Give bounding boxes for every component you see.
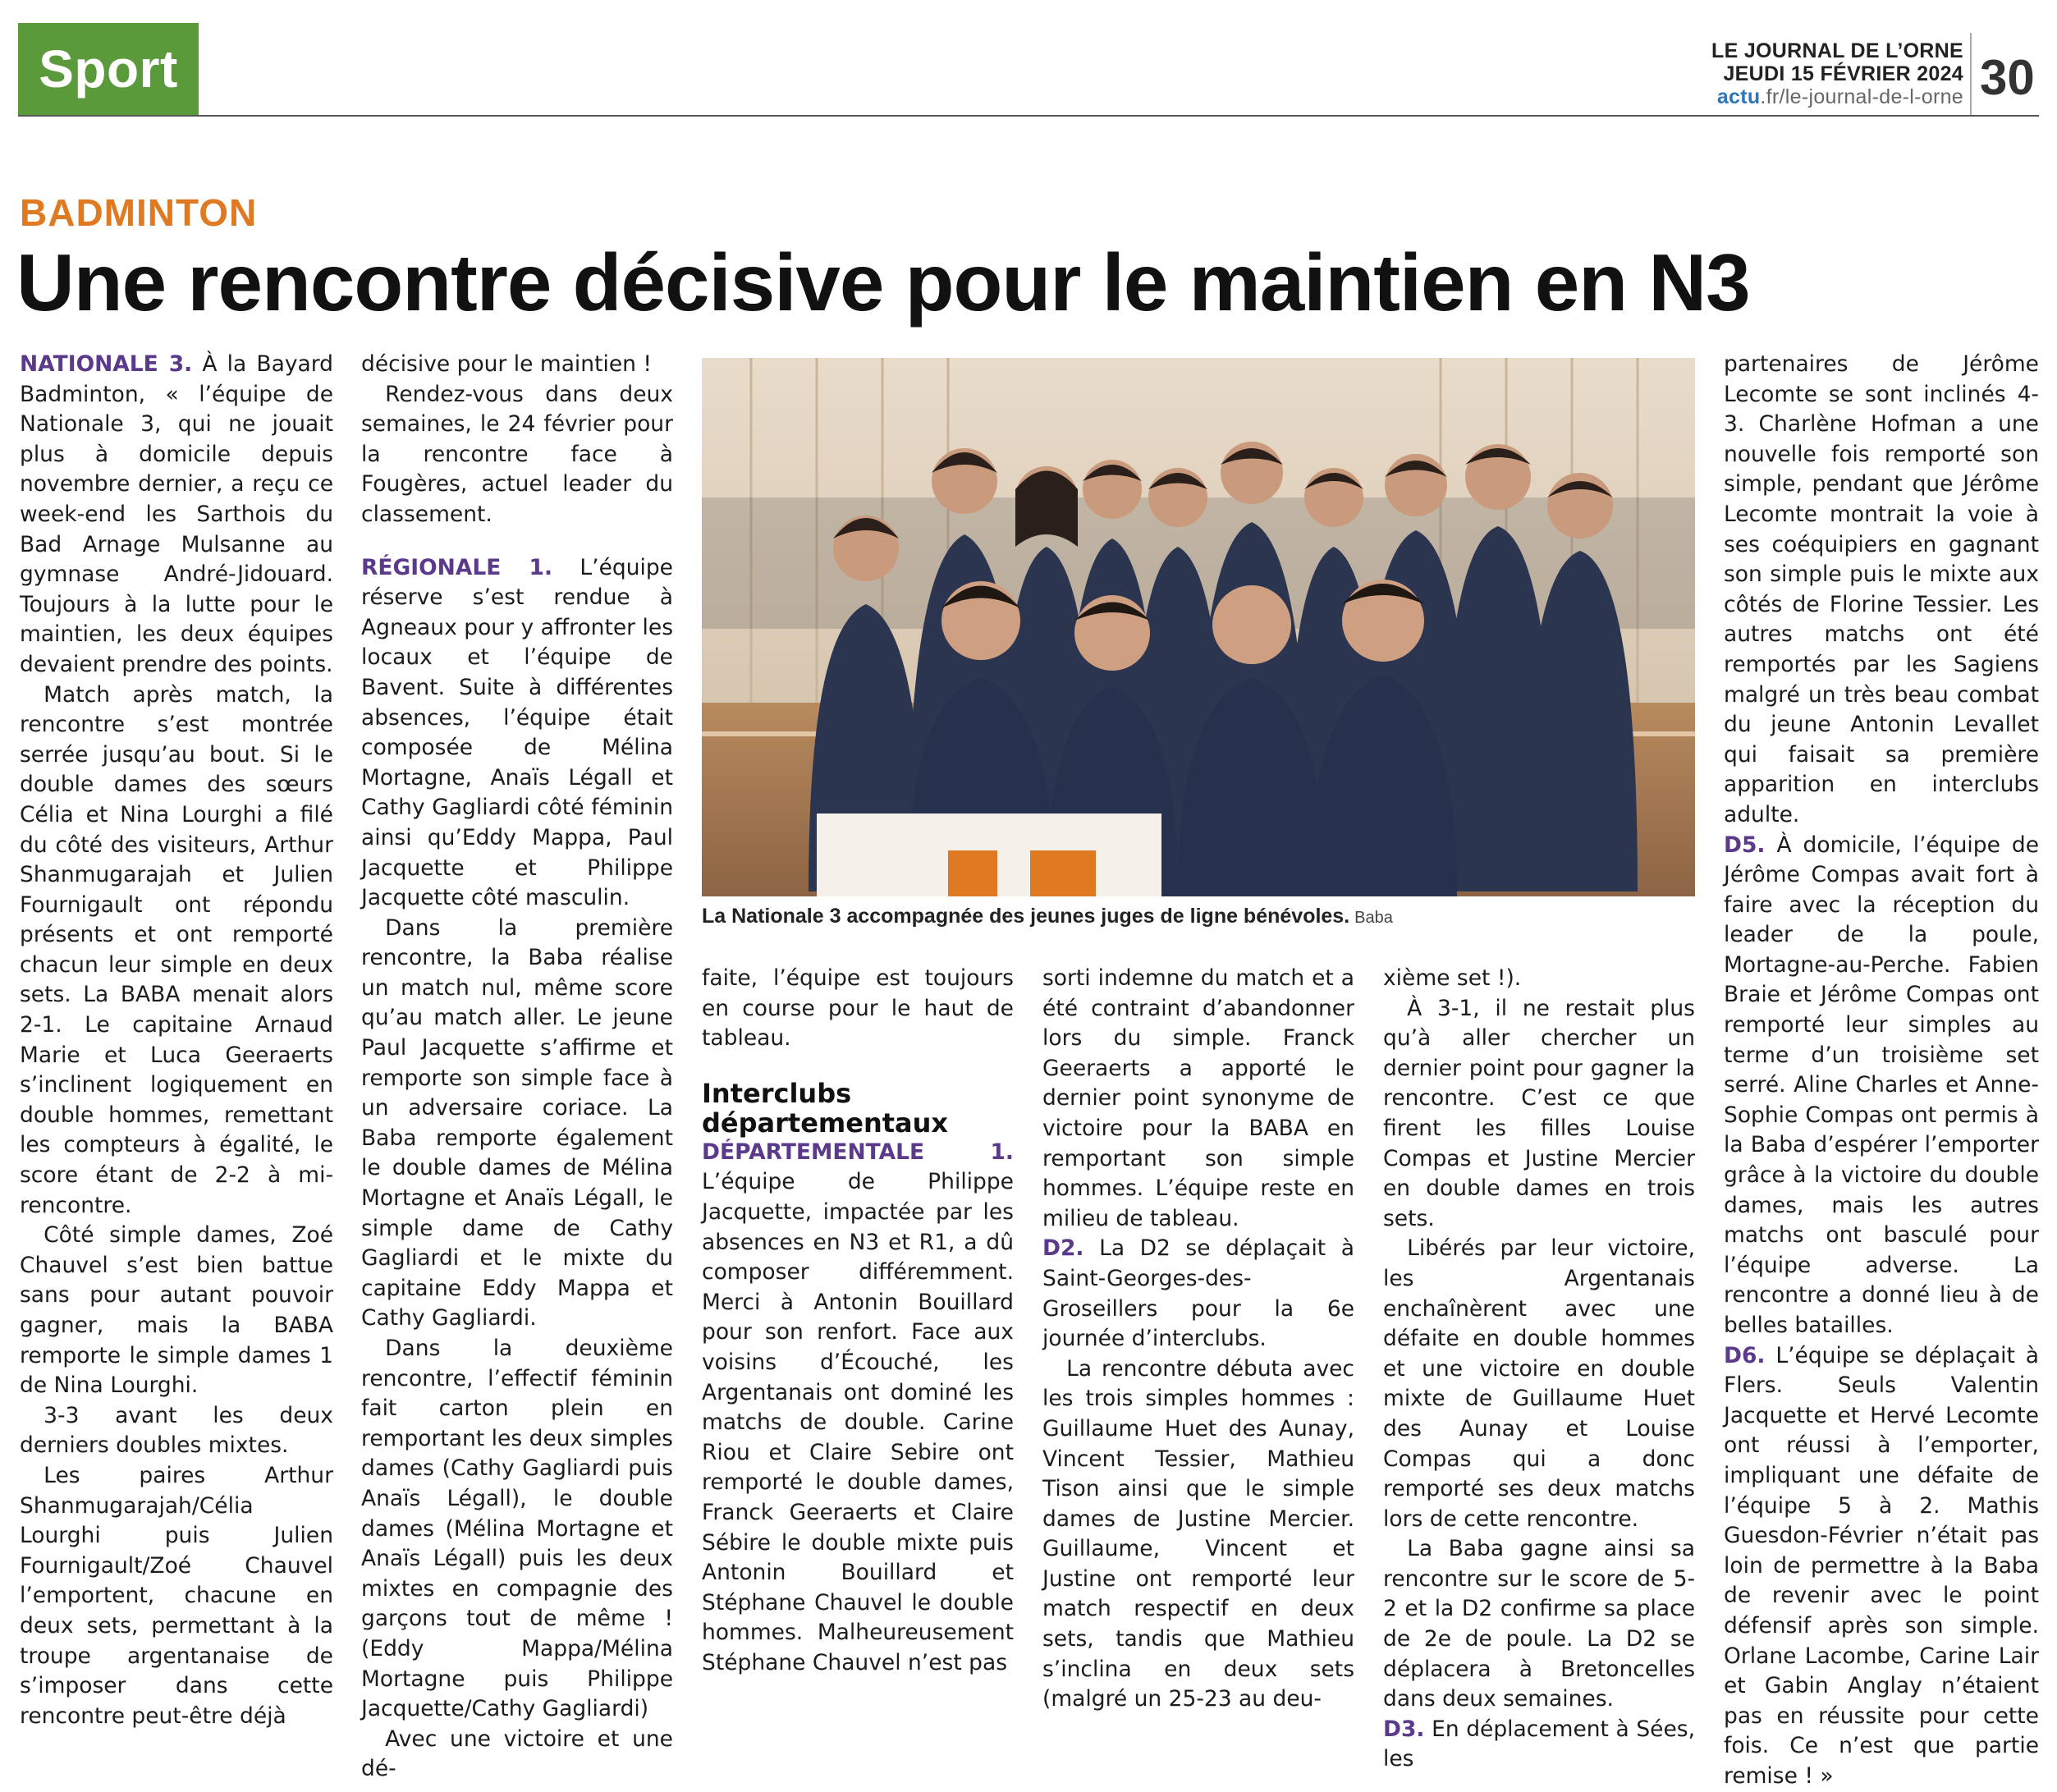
paragraph: décisive pour le maintien ! <box>361 351 652 377</box>
url-path: .fr/le-journal-de-l-orne <box>1760 85 1963 108</box>
paragraph-lead: D3. <box>1383 1716 1425 1742</box>
paragraph: Les paires Arthur Shanmugarajah/Célia Lourghi puis Julien Fournigault/Zoé Chauvel l’emportent, chacune en deux sets, permettant à la troupe argentanaise de s’imposer dans cette rencontre peut-être déjà <box>20 1462 333 1729</box>
article-kicker: BADMINTON <box>20 191 258 234</box>
page-number: 30 <box>1980 50 2035 105</box>
paragraph: La rencontre débuta avec les trois simples hommes : Guillaume Huet des Aunay, Vincent Tessier, Mathieu Tison ainsi que le simple dames de Justine Mercier. Guillaume, Vincent et Justine ont remporté leur match respectif en deux sets, tandis que Mathieu s’inclina en deux sets (malgré un 25-23 au deu- <box>1042 1355 1354 1712</box>
paragraph: 3-3 avant les deux derniers doubles mixtes. <box>20 1402 333 1459</box>
paragraph-lead: RÉGIONALE 1. <box>361 554 553 580</box>
text-column-4 <box>1042 964 1354 1715</box>
section-label: Sport <box>39 39 178 99</box>
paragraph-text: L’équipe de Philippe Jacquette, impactée par les absences en N3 et R1, a dû composer différemment. Merci à Antonin Bouillard pour son renfort. Face aux voisins d’Écouché, les Argentanais ont dominé les matchs de double. Carine Riou et Claire Sebire ont remporté le double dames, Franck Geeraerts et Claire Sébire le double mixte puis Antonin Bouillard et Stéphane Chauvel le double hommes. Malheureusement Stéphane Chauvel n’est pas <box>702 1169 1014 1675</box>
paragraph-text: En déplacement à Sées, les <box>1383 1716 1695 1772</box>
paragraph <box>361 553 673 914</box>
paragraph: xième set !). <box>1383 965 1522 991</box>
paragraph: La Baba gagne ainsi sa rencontre sur le score de 5-2 et la D2 confirme sa place de 2e de poule. La D2 se déplacera à Bretoncelles dans deux semaines. <box>1383 1536 1695 1712</box>
paragraph: Dans la première rencontre, la Baba réalise un match nul, même score qu’au match aller. Le jeune Paul Jacquette s’affirme et remporte son simple face à un adversaire coriace. La Baba remporte également le double dames de Mélina Mortagne et Anaïs Légall, le simple dame de Cathy Gagliardi et le mixte du capitaine Eddy Mappa et Cathy Gagliardi. <box>361 914 673 1331</box>
paragraph: Avec une victoire et une dé- <box>361 1726 673 1782</box>
paragraph <box>702 1138 1014 1679</box>
paragraph: Côté simple dames, Zoé Chauvel s’est bien battue sans pour autant pouvoir gagner, mais la BABA remporte le simple dames 1 de Nina Lourghi. <box>20 1222 333 1399</box>
paragraph-text: À la Bayard Badminton, « l’équipe de Nationale 3, qui ne jouait plus à domicile depuis novembre dernier, a reçu ce week-end les Sarthois du Bad Arnage Mulsanne au gymnase André-Jidouard. Toujours à la lutte pour le maintien, les deux équipes devaient prendre des points. <box>20 351 333 677</box>
paragraph-text: La D2 se déplaçait à Saint-Georges-des-Groseillers pour la 6e journée d’interclubs. <box>1042 1235 1354 1352</box>
paragraph-lead: D2. <box>1042 1235 1084 1262</box>
paragraph-lead: DÉPARTEMENTALE 1. <box>702 1139 1014 1165</box>
website-link[interactable] <box>1711 85 1963 108</box>
issue-date: JEUDI 15 FÉVRIER 2024 <box>1723 62 1963 85</box>
paragraph-text: À domicile, l’équipe de Jérôme Compas avait fort à faire avec la réception du leader de la poule, Mortagne-au-Perche. Fabien Braie et Jérôme Compas ont remporté leur simples au terme d’un troisième set serré. Aline Charles et Anne-Sophie Compas ont permis à la Baba d’espérer l’emporter grâce à la victoire du double dames, mais les autres matchs ont basculé pour l’équipe adverse. La rencontre a donné lieu à de belles batailles. <box>1724 832 2039 1338</box>
paper-name: LE JOURNAL DE L’ORNE <box>1711 39 1963 62</box>
page-number-divider <box>1970 33 1972 115</box>
header-rule <box>18 115 2039 117</box>
text-column-5 <box>1383 964 1695 1775</box>
text-column-2 <box>361 350 673 1785</box>
paragraph: partenaires de Jérôme Lecomte se sont inclinés 4-3. Charlène Hofman a une nouvelle fois remporté son simple, pendant que Jérôme Lecomte montrait la voie à ses coéquipiers en gagnant son simple puis le mixte aux côtés de Florine Tessier. Les autres matchs ont été remportés par les Sagiens malgré un très beau combat du jeune Antonin Levallet qui faisait sa première apparition en interclubs adulte. <box>1724 351 2039 827</box>
team-photo-illustration <box>702 358 1695 896</box>
paragraph <box>1042 1234 1354 1354</box>
paragraph-lead: D6. <box>1724 1342 1766 1368</box>
text-column-6 <box>1724 350 2039 1792</box>
paragraph <box>1724 1341 2039 1792</box>
paragraph: faite, l’équipe est toujours en course pour le haut de tableau. <box>702 965 1014 1052</box>
photo-credit: Baba <box>1354 909 1393 927</box>
paragraph: Rendez-vous dans deux semaines, le 24 février pour la rencontre face à Fougères, actuel leader du classement. <box>361 381 673 527</box>
paragraph: sorti indemne du match et a été contraint d’abandonner lors du simple. Franck Geeraerts a apporté le dernier point synonyme de victoire pour la BABA en remportant son simple hommes. L’équipe reste en milieu de tableau. <box>1042 965 1354 1231</box>
paragraph <box>1724 831 2039 1341</box>
paragraph: Dans la deuxième rencontre, l’effectif féminin fait carton plein en remportant les deux simples dames (Cathy Gagliardi puis Anaïs Légall), le double dames (Mélina Mortagne et Anaïs Légall) puis les deux mixtes en compagnie des garçons tout de même ! (Eddy Mappa/Mélina Mortagne puis Philippe Jacquette/Cathy Gagliardi) <box>361 1336 673 1722</box>
paragraph-lead: NATIONALE 3. <box>20 351 193 377</box>
photo-caption <box>702 905 1393 928</box>
paragraph: À 3-1, il ne restait plus qu’à aller chercher un dernier point pour gagner la rencontre. C’est ce que firent les filles Louise Compas et Justine Mercier en double dames en trois sets. <box>1383 995 1695 1231</box>
paragraph-lead: D5. <box>1724 832 1766 858</box>
masthead <box>1711 39 1963 108</box>
section-tab <box>18 23 199 115</box>
section-subheading: Interclubs départementaux <box>702 1077 949 1139</box>
text-column-3 <box>702 964 1014 1678</box>
paragraph <box>20 350 333 681</box>
url-host: actu <box>1716 85 1761 108</box>
paragraph: Libérés par leur victoire, les Argentanais enchaînèrent avec une défaite en double hommes et une victoire en double mixte de Guillaume Huet des Aunay et Louise Compas qui a donc remporté ses deux matchs lors de cette rencontre. <box>1383 1235 1695 1532</box>
team-photo <box>702 358 1695 896</box>
caption-text: La Nationale 3 accompagnée des jeunes juges de ligne bénévoles. <box>702 905 1350 928</box>
paragraph-text: L’équipe réserve s’est rendue à Agneaux pour y affronter les locaux et l’équipe de Bavent. Suite à différentes absences, l’équipe était composée de Mélina Mortagne, Anaïs Légall et Cathy Gagliardi côté féminin ainsi qu’Eddy Mappa, Paul Jacquette et Philippe Jacquette côté masculin. <box>361 554 673 911</box>
paragraph <box>1383 1715 1695 1775</box>
paragraph-text: L’équipe se déplaçait à Flers. Seuls Valentin Jacquette et Hervé Lecomte ont réussi à l’emporter, impliquant une défaite de l’équipe 5 à 2. Mathis Guesdon-Février n’était pas loin de permettre à la Baba de revenir avec le point défensif après son simple. Orlane Lacombe, Carine Lair et Gabin Anglay n’étaient pas en réussite pour cette fois. Ce n’est que partie remise ! » <box>1724 1342 2039 1789</box>
paragraph: Match après match, la rencontre s’est montrée serrée jusqu’au bout. Si le double dames des sœurs Célia et Nina Lourghi a filé du côté des visiteurs, Arthur Shanmugarajah et Julien Fournigault ont répondu présents et ont remporté chacun leur simple en deux sets. La BABA menait alors 2-1. Le capitaine Arnaud Marie et Luca Geeraerts s’inclinent logiquement en double hommes, remettant les compteurs à égalité, le score étant de 2-2 à mi-rencontre. <box>20 681 333 1218</box>
text-column-1 <box>20 350 333 1731</box>
article-headline: Une rencontre décisive pour le maintien en N3 <box>16 237 1750 328</box>
